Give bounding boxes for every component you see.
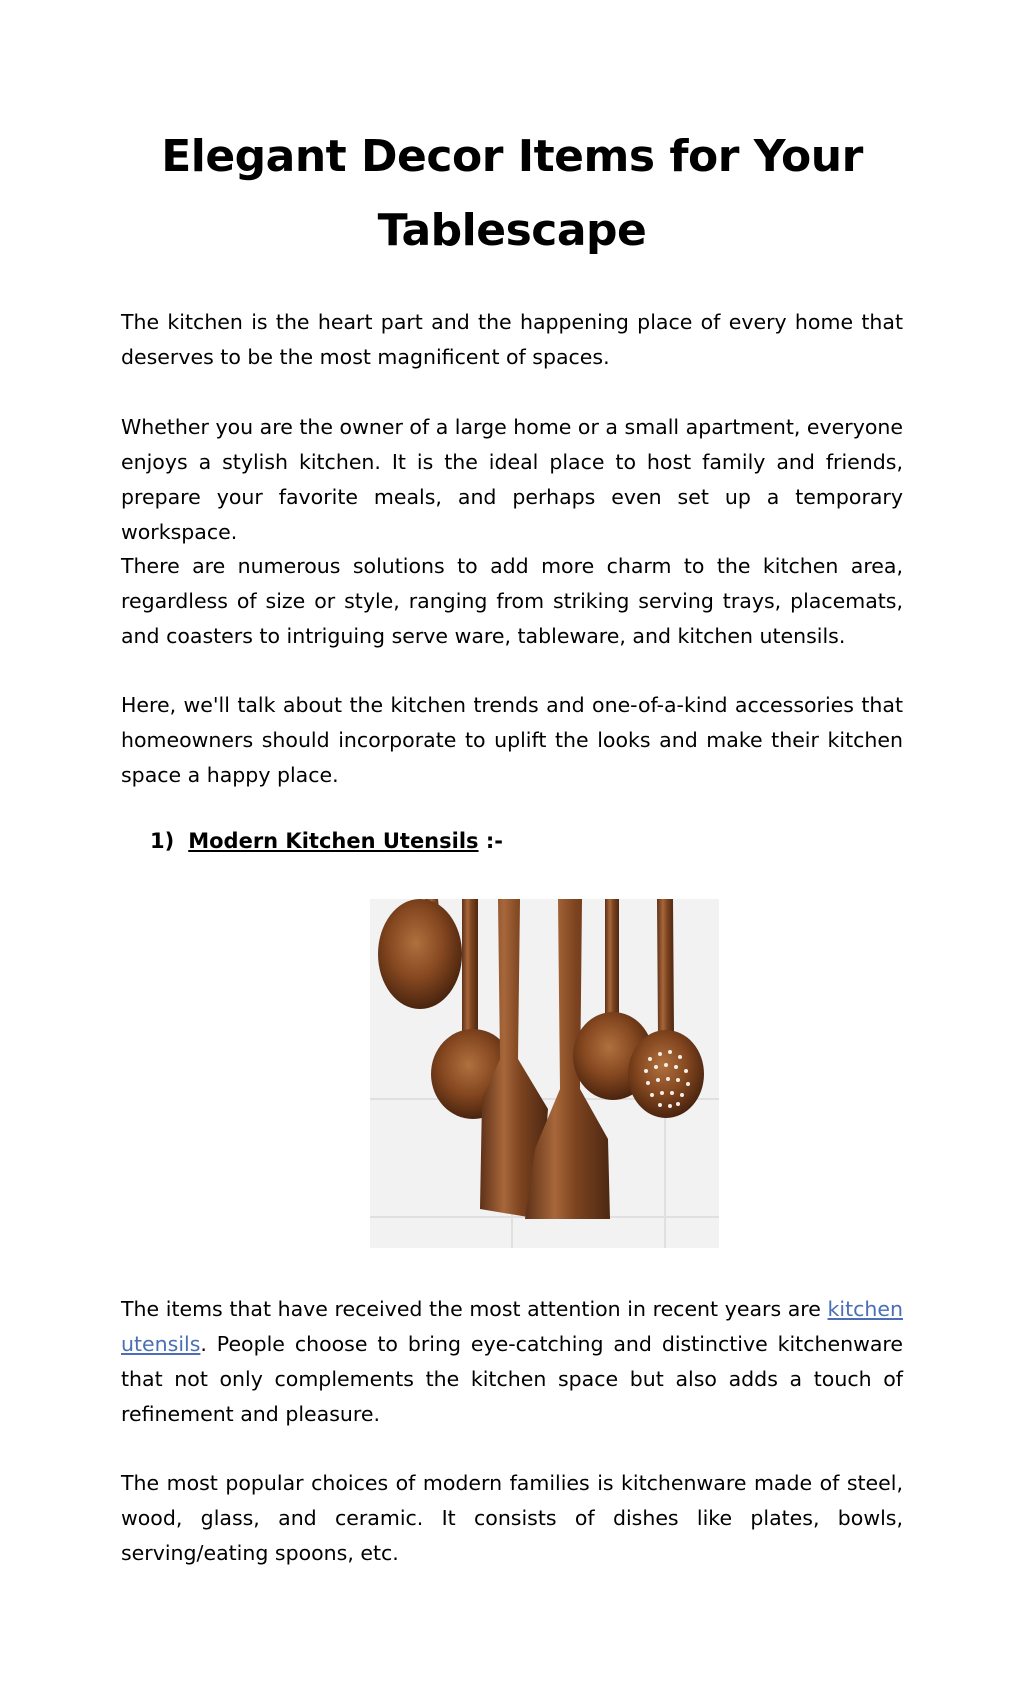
p5-text-after: . People choose to bring eye-catching and distinctive kitchenware that not only complements the kitchen space but also adds a touch of refinement and pleasure. [121,1332,903,1426]
section-number: 1) [150,829,175,853]
kitchen-utensils-paragraph [121,1292,903,1432]
kitchen-utensils-link[interactable]: kitchen utensils [121,1297,903,1356]
kitchen-owner-paragraph: Whether you are the owner of a large home or a small apartment, everyone enjoys a stylish kitchen. It is the ideal place to host family and friends, prepare your favorite meals, and perhaps even set up a temporary workspace. [121,415,903,544]
page-title: Elegant Decor Items for Your Tablescape [161,131,863,256]
trends-paragraph: Here, we'll talk about the kitchen trends and one-of-a-kind accessories that homeowners should incorporate to uplift the looks and make their kitchen space a happy place. [121,693,903,787]
section-heading-modern-utensils [150,824,503,859]
section-suffix: :- [478,829,503,853]
section-title: Modern Kitchen Utensils [188,829,479,853]
kitchenware-materials-paragraph: The most popular choices of modern families is kitchenware made of steel, wood, glass, and ceramic. It consists of dishes like plates, bowls, serving/eating spoons, etc. [121,1471,903,1565]
charm-solutions-paragraph: There are numerous solutions to add more charm to the kitchen area, regardless of size or style, ranging from striking serving trays, placemats, and coasters to intriguing serve ware, tableware, and kitchen utensils. [121,554,903,648]
p5-text-before: The items that have received the most attention in recent years are [121,1297,828,1321]
intro-paragraph: The kitchen is the heart part and the happening place of every home that deserves to be the most magnificent of spaces. [121,310,903,369]
wooden-utensils-photo [370,899,719,1248]
